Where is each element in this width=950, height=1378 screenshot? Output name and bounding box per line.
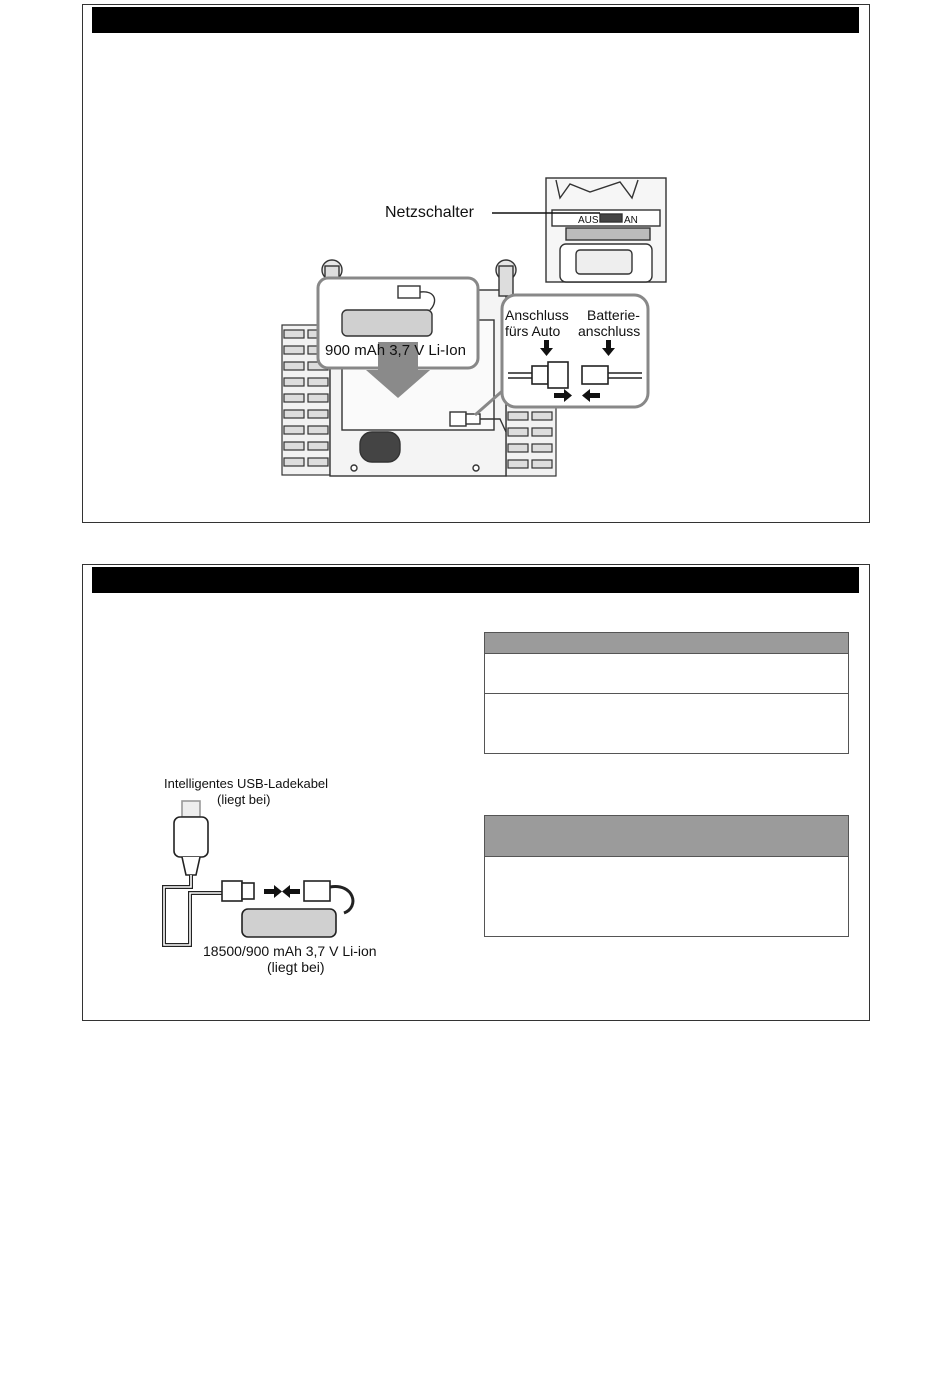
info-table-2 bbox=[484, 815, 849, 937]
table-row bbox=[485, 694, 848, 753]
switch-on-label: AN bbox=[624, 215, 638, 226]
usb-charger-illustration bbox=[150, 795, 400, 955]
power-switch-inset bbox=[546, 178, 666, 282]
battery-spec-label: 18500/900 mAh 3,7 V Li-ion bbox=[203, 943, 377, 959]
info-table-1 bbox=[484, 632, 849, 754]
table-header bbox=[485, 633, 848, 654]
table-header bbox=[485, 816, 848, 857]
battery-connector-label-2: anschluss bbox=[578, 323, 641, 339]
usb-cable-label: Intelligentes USB-Ladekabel bbox=[164, 776, 329, 791]
switch-off-label: AUS bbox=[578, 215, 599, 226]
battery-connector-label-1: Batterie- bbox=[587, 307, 640, 323]
battery-included-label: (liegt bei) bbox=[267, 959, 325, 975]
table-row bbox=[485, 654, 848, 694]
car-connector-label-1: Anschluss bbox=[505, 307, 569, 323]
car-connector-label-2: fürs Auto bbox=[505, 323, 561, 339]
power-switch-label: Netzschalter bbox=[385, 204, 474, 221]
section-header-bar bbox=[92, 7, 859, 33]
table-row bbox=[485, 857, 848, 936]
section-header-bar bbox=[92, 567, 859, 593]
usb-included-label: (liegt bei) bbox=[217, 792, 271, 807]
battery-label: 900 mAh 3,7 V Li-Ion bbox=[325, 342, 466, 359]
